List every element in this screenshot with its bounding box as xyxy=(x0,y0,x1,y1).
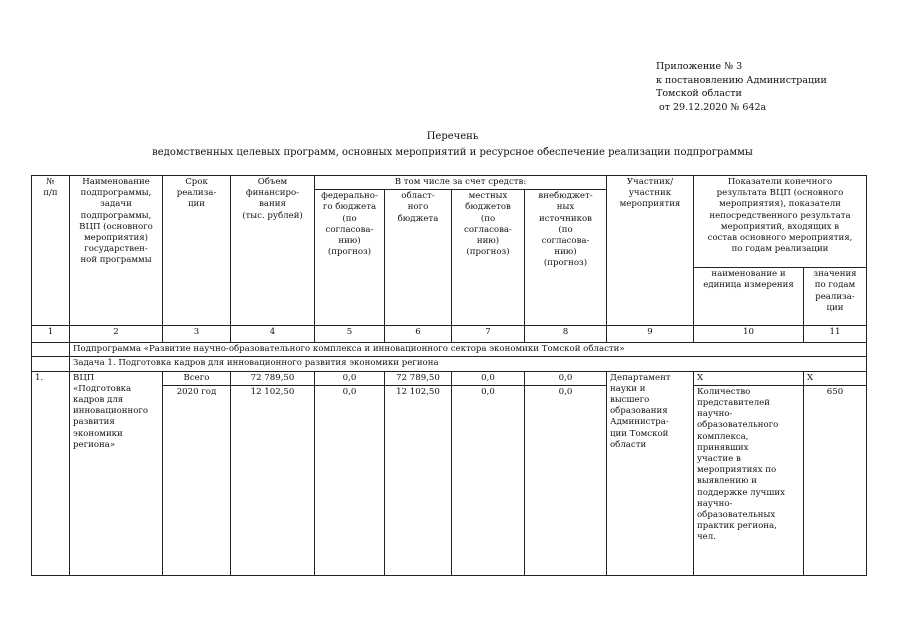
column-number: 2 xyxy=(70,326,163,343)
header-period: Срок реализа- ции xyxy=(163,176,231,326)
column-number: 3 xyxy=(163,326,231,343)
period-total: Всего xyxy=(163,371,231,385)
appendix-line: к постановлению Администрации xyxy=(656,74,827,86)
appendix-line: Приложение № 3 xyxy=(656,61,743,72)
column-number: 11 xyxy=(804,326,867,343)
header-volume: Объем финансиро- вания (тыс. рублей) xyxy=(231,176,315,326)
federal-total: 0,0 xyxy=(315,371,385,385)
spacer-cell xyxy=(32,357,70,371)
indicator-value-total: Х xyxy=(804,371,867,385)
local-year: 0,0 xyxy=(452,385,525,575)
regional-total: 72 789,50 xyxy=(385,371,452,385)
header-indicators: Показатели конечного результата ВЦП (основного мероприятия), показатели непосредственного результата мероприятий, входящих в состав основного мероприятия, по годам реализации xyxy=(694,176,867,268)
row-number: 1. xyxy=(32,371,70,575)
column-number: 4 xyxy=(231,326,315,343)
header-indicator-value: значения по годам реализа- ции xyxy=(804,268,867,326)
header-regional: област- ного бюджета xyxy=(385,190,452,326)
appendix-line: Томской области xyxy=(656,88,742,99)
column-number: 10 xyxy=(694,326,804,343)
period-year: 2020 год xyxy=(163,385,231,575)
header-num: № п/п xyxy=(32,176,70,326)
header-sources-group: В том числе за счет средств: xyxy=(315,176,607,190)
column-number: 5 xyxy=(315,326,385,343)
program-table xyxy=(31,175,867,576)
local-total: 0,0 xyxy=(452,371,525,385)
volume-year: 12 102,50 xyxy=(231,385,315,575)
volume-total: 72 789,50 xyxy=(231,371,315,385)
header-indicator-name: наименование и единица измерения xyxy=(694,268,804,326)
extrabudget-year: 0,0 xyxy=(525,385,607,575)
participant: Департамент науки и высшего образования Администра- ции Томской области xyxy=(607,371,694,575)
header-name: Наименование подпрограммы, задачи подпрограммы, ВЦП (основного мероприятия) государствен- ной программы xyxy=(70,176,163,326)
indicator-name: Количество представителей научно- образовательного комплекса, принявших участие в мероприятиях по выявлению и поддержке лучших научно- образовательных практик региона, чел. xyxy=(694,385,804,575)
header-local: местных бюджетов (по согласова- нию) (прогноз) xyxy=(452,190,525,326)
program-name: ВЦП «Подготовка кадров для инновационного развития экономики региона» xyxy=(70,371,163,575)
column-number: 7 xyxy=(452,326,525,343)
regional-year: 12 102,50 xyxy=(385,385,452,575)
indicator-name-total: Х xyxy=(694,371,804,385)
column-number: 6 xyxy=(385,326,452,343)
header-extrabudget: внебюджет- ных источников (по согласова- нию) (прогноз) xyxy=(525,190,607,326)
column-number: 8 xyxy=(525,326,607,343)
column-number: 9 xyxy=(607,326,694,343)
subprogram-row: Подпрограмма «Развитие научно-образовательного комплекса и инновационного сектора экономики Томской области» xyxy=(70,343,867,357)
federal-year: 0,0 xyxy=(315,385,385,575)
appendix-line: от 29.12.2020 № 642а xyxy=(659,101,767,113)
spacer-cell xyxy=(32,343,70,357)
header-federal: федерально- го бюджета (по согласова- нию) (прогноз) xyxy=(315,190,385,326)
document-title: Перечень xyxy=(426,131,479,142)
appendix-block xyxy=(656,60,827,114)
extrabudget-total: 0,0 xyxy=(525,371,607,385)
column-number: 1 xyxy=(32,326,70,343)
task-row: Задача 1. Подготовка кадров для инновационного развития экономики региона xyxy=(70,357,867,371)
header-participant: Участник/ участник мероприятия xyxy=(607,176,694,326)
indicator-value: 650 xyxy=(804,385,867,575)
document-subtitle: ведомственных целевых программ, основных мероприятий и ресурсное обеспечение реализации подпрограммы xyxy=(152,147,753,158)
